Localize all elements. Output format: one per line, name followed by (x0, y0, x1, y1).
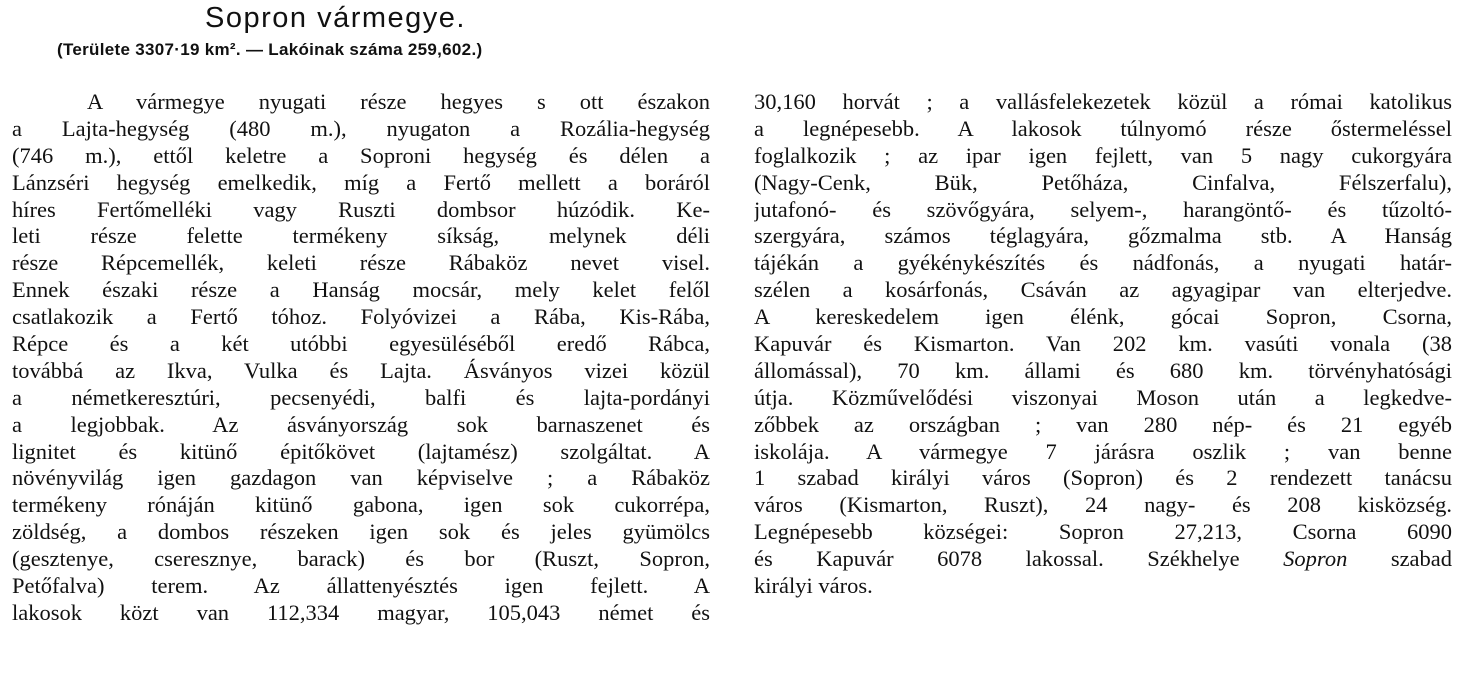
text-line: jutafonó- és szövőgyára, selyem-, harangöntő- és tűzoltó- (754, 196, 1452, 222)
text-line: leti része felette termékeny síkság, melynek déli (12, 223, 710, 249)
text-line: zöldség, a dombos részeken igen sok és jeles gyümölcs (12, 519, 710, 545)
text-line: a legjobbak. Az ásványország sok barnaszenet és (12, 411, 710, 437)
text-line: lignitet és kitünő épitőkövet (lajtamész) szolgáltat. A (12, 438, 710, 464)
text-line: tájékán a gyékénykészítés és nádfonás, a nyugati határ- (754, 250, 1452, 276)
text-line: A kereskedelem igen élénk, gócai Sopron, Csorna, (754, 304, 1452, 330)
text-segment: szabad (1390, 546, 1452, 572)
text-line: Kapuvár és Kismarton. Van 202 km. vasúti vonala (38 (754, 331, 1452, 357)
text-line-mixed (754, 546, 1452, 573)
text-line: (Nagy-Cenk, Bük, Petőháza, Cinfalva, Félszerfalu), (754, 169, 1452, 195)
left-column (12, 89, 710, 627)
text-line: a legnépesebb. A lakosok túlnyomó része őstermeléssel (754, 115, 1452, 141)
text-line: Répce és a két utóbbi egyesüléséből eredő Rábca, (12, 331, 710, 357)
text-line: növényvilág igen gazdagon van képviselve ; a Rábaköz (12, 465, 710, 491)
text-line: szélen a kosárfonás, Csáván az agyagipar van elterjedve. (754, 277, 1452, 303)
text-line: része Répcemellék, keleti része Rábaköz nevet visel. (12, 250, 710, 276)
text-line: továbbá az Ikva, Vulka és Lajta. Ásványos vizei közül (12, 357, 710, 383)
right-column (754, 89, 1452, 600)
text-line: útja. Közművelődési viszonyai Moson után a legkedve- (754, 384, 1452, 410)
text-line: (746 m.), ettől keletre a Soproni hegység és délen a (12, 142, 710, 168)
italic-seat-name: Sopron (1283, 546, 1348, 572)
text-segment: és Kapuvár 6078 lakossal. Székhelye (754, 546, 1240, 572)
text-line: iskolája. A vármegye 7 járásra oszlik ; van benne (754, 438, 1452, 464)
text-line: A vármegye nyugati része hegyes s ott északon (87, 89, 710, 114)
text-line: híres Fertőmelléki vagy Ruszti dombsor húzódik. Ke- (12, 196, 710, 222)
text-line: Ennek északi része a Hanság mocsár, mely kelet felől (12, 277, 710, 303)
text-line: csatlakozik a Fertő tóhoz. Folyóvizei a Rába, Kis-Rába, (12, 304, 710, 330)
page-title: Sopron vármegye. (205, 2, 466, 34)
text-line: Lánzséri hegység emelkedik, míg a Fertő mellett a boráról (12, 169, 710, 195)
text-line: foglalkozik ; az ipar igen fejlett, van 5 nagy cukorgyára (754, 142, 1452, 168)
text-line: királyi város. (754, 573, 873, 599)
text-line: termékeny rónáján kitünő gabona, igen sok cukorrépa, (12, 492, 710, 518)
text-line: állomással), 70 km. állami és 680 km. törvényhatósági (754, 357, 1452, 383)
text-line: 30,160 horvát ; a vallásfelekezetek közül a római katolikus (754, 89, 1452, 114)
text-line: Petőfalva) terem. Az állattenyésztés igen fejlett. A (12, 573, 710, 599)
text-line: a németkeresztúri, pecsenyédi, balfi és lajta-pordányi (12, 384, 710, 410)
text-line: Legnépesebb községei: Sopron 27,213, Csorna 6090 (754, 519, 1452, 545)
text-line: 1 szabad királyi város (Sopron) és 2 rendezett tanácsu (754, 465, 1452, 491)
text-line: a Lajta-hegység (480 m.), nyugaton a Rozália-hegység (12, 115, 710, 141)
text-line: lakosok közt van 112,334 magyar, 105,043 német és (12, 599, 710, 625)
page-subtitle: (Területe 3307·19 km². — Lakóinak száma 259,602.) (57, 40, 483, 59)
text-line: város (Kismarton, Ruszt), 24 nagy- és 208 kisközség. (754, 492, 1452, 518)
text-line: zőbbek az országban ; van 280 nép- és 21 egyéb (754, 411, 1452, 437)
text-line: szergyára, számos téglagyára, gőzmalma stb. A Hanság (754, 223, 1452, 249)
text-line: (gesztenye, cseresznye, barack) és bor (Ruszt, Sopron, (12, 546, 710, 572)
